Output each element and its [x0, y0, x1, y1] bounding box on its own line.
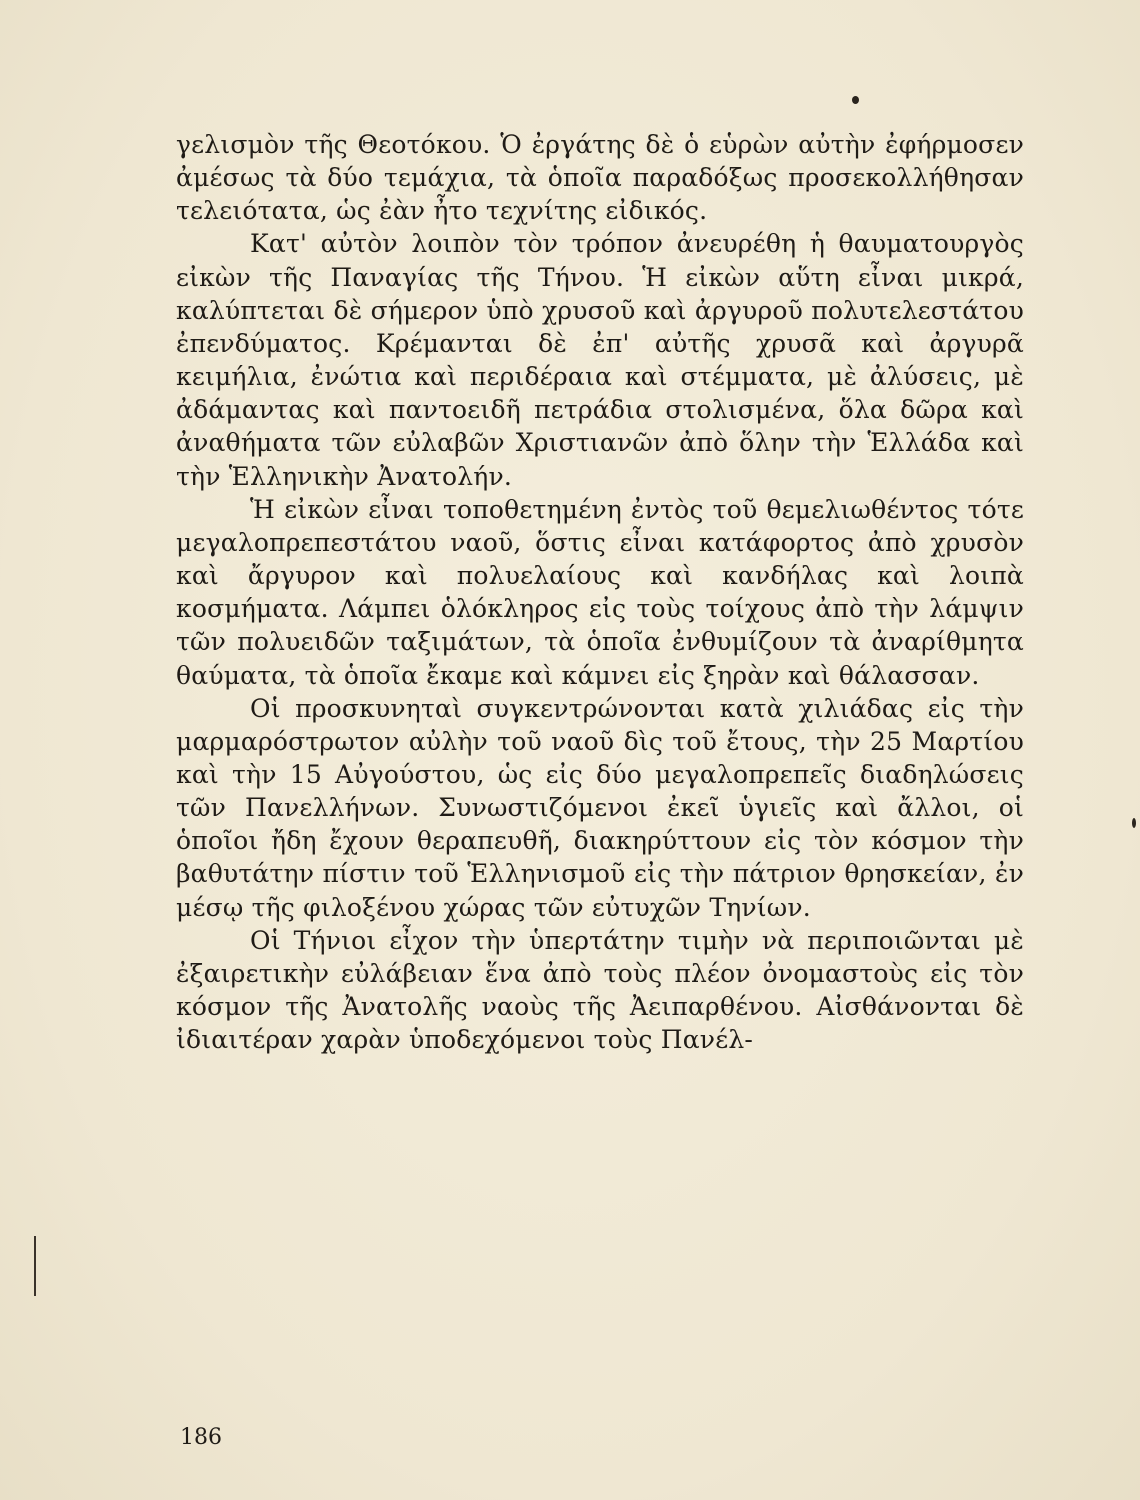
body-text: [176, 128, 1024, 1056]
page-number: 186: [180, 1425, 222, 1450]
ink-speck: [1132, 818, 1136, 828]
ink-speck: [852, 96, 859, 104]
paragraph: Ἡ εἰκὼν εἶναι τοποθετημένη ἐντὸς τοῦ θεμελιωθέντος τότε μεγαλοπρεπεστάτου ναοῦ, ὅστις εἶναι κατάφορτος ἀπὸ χρυσὸν καὶ ἄργυρον καὶ πολυελαίους καὶ κανδήλας καὶ λοιπὰ κοσμήματα. Λάμπει ὁλόκληρος εἰς τοὺς τοίχους ἀπὸ τὴν λάμψιν τῶν πολυειδῶν ταξιμάτων, τὰ ὁποῖα ἐνθυμίζουν τὰ ἀναρίθμητα θαύματα, τὰ ὁποῖα ἔκαμε καὶ κάμνει εἰς ξηρὰν καὶ θάλασσαν.: [176, 494, 1024, 690]
paragraph: Οἱ προσκυνηταὶ συγκεντρώνονται κατὰ χιλιάδας εἰς τὴν μαρμαρόστρωτον αὐλὴν τοῦ ναοῦ δὶς τοῦ ἔτους, τὴν 25 Μαρτίου καὶ τὴν 15 Αὐγούστου, ὡς εἰς δύο μεγαλοπρεπεῖς διαδηλώσεις τῶν Πανελλήνων. Συνωστιζόμενοι ἐκεῖ ὑγιεῖς καὶ ἄλλοι, οἱ ὁποῖοι ἤδη ἔχουν θεραπευθῆ, διακηρύττουν εἰς τὸν κόσμον τὴν βαθυτάτην πίστιν τοῦ Ἑλληνισμοῦ εἰς τὴν πάτριον θρησκείαν, ἐν μέσῳ τῆς φιλοξένου χώρας τῶν εὐτυχῶν Τηνίων.: [176, 693, 1024, 922]
paragraph: γελισμὸν τῆς Θεοτόκου. Ὁ ἐργάτης δὲ ὁ εὑρὼν αὐτὴν ἐφήρμοσεν ἀμέσως τὰ δύο τεμάχια, τὰ ὁποῖα παραδόξως προσεκολλήθησαν τελειότατα, ὡς ἐὰν ἦτο τεχνίτης εἰδικός.: [176, 130, 1024, 226]
paragraph: Οἱ Τήνιοι εἶχον τὴν ὑπερτάτην τιμὴν νὰ περιποιῶνται μὲ ἐξαιρετικὴν εὐλάβειαν ἕνα ἀπὸ τοὺς πλέον ὀνομαστοὺς εἰς τὸν κόσμον τῆς Ἀνατολῆς ναοὺς τῆς Ἀειπαρθένου. Αἰσθάνονται δὲ ἰδιαιτέραν χαρὰν ὑποδεχόμενοι τοὺς Πανέλ-: [176, 925, 1024, 1055]
paragraph: Κατ' αὐτὸν λοιπὸν τὸν τρόπον ἀνευρέθη ἡ θαυματουργὸς εἰκὼν τῆς Παναγίας τῆς Τήνου. Ἡ εἰκὼν αὕτη εἶναι μικρά, καλύπτεται δὲ σήμερον ὑπὸ χρυσοῦ καὶ ἀργυροῦ πολυτελεστάτου ἐπενδύματος. Κρέμανται δὲ ἐπ' αὐτῆς χρυσᾶ καὶ ἀργυρᾶ κειμήλια, ἐνώτια καὶ περιδέραια καὶ στέμματα, μὲ ἀλύσεις, μὲ ἀδάμαντας καὶ παντοειδῆ πετράδια στολισμένα, ὅλα δῶρα καὶ ἀναθήματα τῶν εὐλαβῶν Χριστιανῶν ἀπὸ ὅλην τὴν Ἑλλάδα καὶ τὴν Ἑλληνικὴν Ἀνατολήν.: [176, 229, 1024, 491]
margin-mark: [34, 1236, 36, 1296]
